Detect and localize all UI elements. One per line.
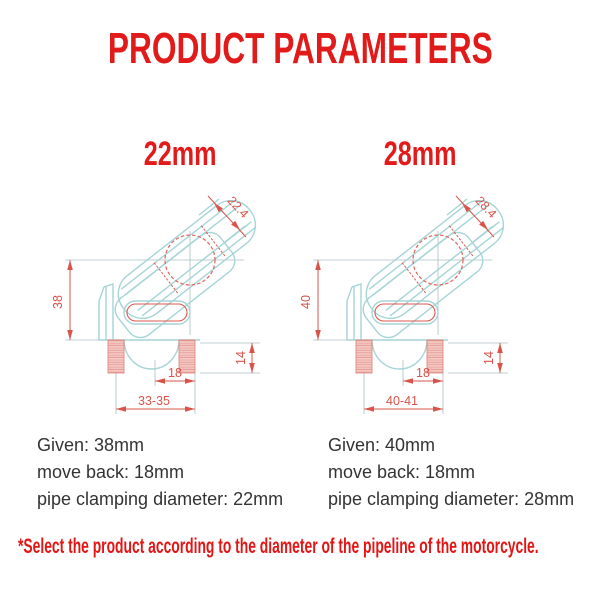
size-label-28mm — [345, 135, 495, 174]
footnote — [18, 535, 600, 559]
size-label-28mm-text: 28mm — [383, 135, 457, 173]
dim-move-back: 18 — [416, 366, 430, 380]
dim-thread-length: 14 — [482, 351, 496, 365]
dimension-annotations — [51, 194, 255, 412]
size-label-22mm — [105, 135, 255, 174]
dim-height: 38 — [51, 295, 65, 309]
centerlines — [313, 231, 508, 414]
centerlines — [65, 231, 260, 414]
spec-given: Given: 40mm — [328, 435, 436, 455]
dim-clamp-width: 22.4 — [224, 193, 252, 221]
spec-pipe-diameter: pipe clamping diameter: 28mm — [328, 489, 575, 509]
dim-height: 40 — [299, 295, 313, 309]
spec-list-22mm — [37, 432, 283, 513]
footnote-text: *Select the product according to the diameter of the pipeline of the motorcycle. — [18, 535, 539, 558]
spec-given: Given: 38mm — [37, 435, 145, 455]
dim-clamp-width: 28.4 — [472, 193, 500, 221]
spec-move-back: move back: 18mm — [37, 462, 185, 482]
spec-move-back: move back: 18mm — [328, 462, 476, 482]
dim-thread-length: 14 — [234, 351, 248, 365]
size-label-22mm-text: 22mm — [143, 135, 217, 173]
dimension-annotations — [299, 194, 503, 412]
bolt-left — [356, 340, 372, 373]
riser-technical-drawing — [288, 177, 518, 422]
dim-move-back: 18 — [168, 366, 182, 380]
spec-list-28mm — [328, 432, 574, 513]
spec-pipe-diameter: pipe clamping diameter: 22mm — [37, 489, 284, 509]
page-title — [0, 24, 600, 74]
diagram-28mm — [288, 177, 518, 422]
riser-technical-drawing — [40, 177, 270, 422]
page-title-text: PRODUCT PARAMETERS — [107, 24, 493, 73]
diagram-22mm — [40, 177, 270, 422]
dim-base-span: 33-35 — [138, 394, 170, 408]
bolt-left — [108, 340, 124, 373]
dim-base-span: 40-41 — [386, 394, 418, 408]
